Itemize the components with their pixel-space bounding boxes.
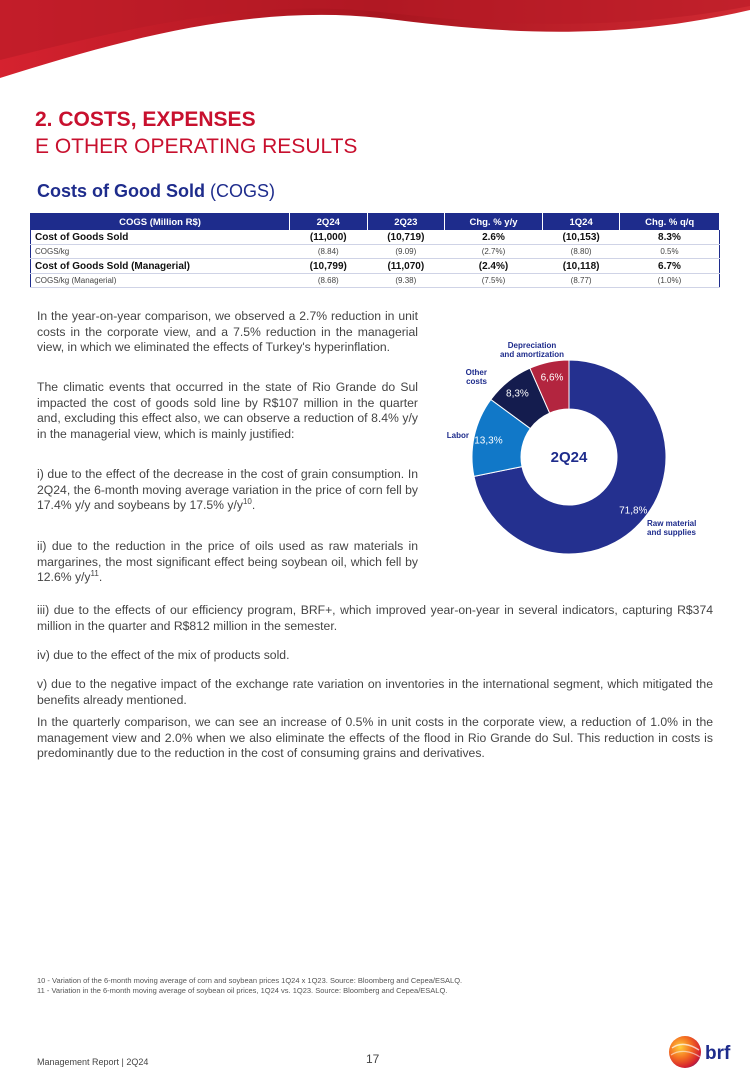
paragraph-yoy: In the year-on-year comparison, we observed a 2.7% reduction in unit costs in the corporate view, and a 7.5% reduction in the managerial view, in which we eliminated the effects of Turkey's hyperinflation. bbox=[37, 309, 418, 355]
paragraph-oils-end: . bbox=[98, 570, 103, 585]
table-cell: (8.77) bbox=[542, 274, 620, 288]
table-header-cell: Chg. % y/y bbox=[445, 214, 543, 231]
chart-value-label: 6,6% bbox=[540, 372, 564, 384]
page-number: 17 bbox=[366, 1052, 380, 1066]
table-cell: (8.84) bbox=[290, 245, 368, 259]
section-title-continued: E OTHER OPERATING RESULTS bbox=[35, 135, 358, 158]
subsection-title bbox=[37, 180, 275, 202]
table-cell: (10,719) bbox=[367, 230, 445, 245]
table-cell: (2.4%) bbox=[445, 259, 543, 274]
subsection-title-rest: (COGS) bbox=[205, 181, 275, 201]
brf-logo bbox=[668, 1032, 740, 1072]
paragraph-grain-end: . bbox=[251, 498, 256, 513]
report-footer: Management Report | 2Q24 bbox=[37, 1057, 149, 1067]
table-row bbox=[31, 259, 720, 274]
cogs-donut-chart bbox=[425, 330, 725, 565]
table-cell: 8.3% bbox=[620, 230, 720, 245]
chart-value-label: 71,8% bbox=[619, 505, 648, 517]
table-cell: COGS/kg (Managerial) bbox=[31, 274, 290, 288]
chart-value-label: 8,3% bbox=[506, 388, 529, 400]
table-cell: 2.6% bbox=[445, 230, 543, 245]
table-row bbox=[31, 230, 720, 245]
chart-category-label: Other costs bbox=[465, 368, 487, 386]
table-cell: (2.7%) bbox=[445, 245, 543, 259]
section-title: 2. COSTS, EXPENSES bbox=[35, 108, 256, 131]
table-header-cell: 2Q24 bbox=[290, 214, 368, 231]
table-cell: (8.68) bbox=[290, 274, 368, 288]
paragraph-oils bbox=[37, 539, 418, 586]
subsection-title-bold: Costs of Good Sold bbox=[37, 181, 205, 201]
table-header-row bbox=[31, 214, 720, 231]
table-cell: (11,070) bbox=[367, 259, 445, 274]
table-cell: (7.5%) bbox=[445, 274, 543, 288]
table-cell: 0.5% bbox=[620, 245, 720, 259]
table-cell: (9.38) bbox=[367, 274, 445, 288]
table-cell: COGS/kg bbox=[31, 245, 290, 259]
table-cell: (10,799) bbox=[290, 259, 368, 274]
table-cell: (10,118) bbox=[542, 259, 620, 274]
table-cell: Cost of Goods Sold bbox=[31, 230, 290, 245]
paragraph-oils-text: ii) due to the reduction in the price of oils used as raw materials in margarines, the most significant effect being soybean oil, which fell by 12.6% y/y bbox=[37, 539, 418, 585]
logo-text: brf bbox=[705, 1043, 731, 1064]
paragraph-quarterly: In the quarterly comparison, we can see an increase of 0.5% in unit costs in the corporate view, a reduction of 1.0% in the management view and 2.0% when we also eliminate the effects of the flood in Rio Grande do Sul. This reduction in costs is predominantly due to the reduction in the cost of consuming grains and derivatives. bbox=[37, 715, 713, 761]
table-header-cell: Chg. % q/q bbox=[620, 214, 720, 231]
table-row bbox=[31, 274, 720, 288]
table-header-cell: 1Q24 bbox=[542, 214, 620, 231]
footnote-10: 10 - Variation of the 6-month moving average of corn and soybean prices 1Q24 x 1Q23. Source: Bloomberg and Cepea/ESALQ. bbox=[37, 976, 463, 985]
paragraph-mix: iv) due to the effect of the mix of products sold. bbox=[37, 648, 290, 662]
top-banner bbox=[0, 0, 750, 80]
paragraph-grain-text: i) due to the effect of the decrease in the cost of grain consumption. In 2Q24, the 6-month moving average variation in the price of corn fell by 17.4% y/y and soybeans by 17.5% y/y bbox=[37, 467, 418, 513]
chart-value-label: 13,3% bbox=[474, 435, 503, 447]
paragraph-grain bbox=[37, 467, 418, 514]
table-cell: (9.09) bbox=[367, 245, 445, 259]
cogs-table bbox=[30, 213, 720, 288]
table-cell: 6.7% bbox=[620, 259, 720, 274]
chart-category-label: Depreciation and amortization bbox=[499, 341, 565, 359]
footnote-ref-11: 11 bbox=[90, 569, 99, 579]
paragraph-climatic: The climatic events that occurred in the state of Rio Grande do Sul impacted the cost of goods sold line by R$107 million in the quarter and, excluding this effect also, we can observe a reduction of 8.4% y/y in the managerial view, which is mainly justified: bbox=[37, 380, 418, 441]
chart-center-label: 2Q24 bbox=[550, 449, 588, 466]
table-cell: (1.0%) bbox=[620, 274, 720, 288]
table-cell: (8.80) bbox=[542, 245, 620, 259]
table-row bbox=[31, 245, 720, 259]
footnote-ref-10: 10 bbox=[242, 497, 252, 507]
table-cell: Cost of Goods Sold (Managerial) bbox=[31, 259, 290, 274]
paragraph-efficiency: iii) due to the effects of our efficiency program, BRF+, which improved year-on-year in several indicators, capturing R$374 million in the quarter and R$812 million in the semester. bbox=[37, 603, 713, 633]
chart-category-label: Labor bbox=[446, 431, 469, 440]
footnote-11: 11 - Variation in the 6-month moving average of soybean oil prices, 1Q24 vs. 1Q23. Source: Bloomberg and Cepea/ESALQ. bbox=[37, 986, 448, 995]
paragraph-exchange: v) due to the negative impact of the exchange rate variation on inventories in the international segment, which mitigated the benefits already mentioned. bbox=[37, 677, 713, 707]
table-cell: (10,153) bbox=[542, 230, 620, 245]
table-header-cell: COGS (Million R$) bbox=[31, 214, 290, 231]
table-header-cell: 2Q23 bbox=[367, 214, 445, 231]
chart-category-label: Raw material and supplies bbox=[647, 519, 697, 537]
table-cell: (11,000) bbox=[290, 230, 368, 245]
